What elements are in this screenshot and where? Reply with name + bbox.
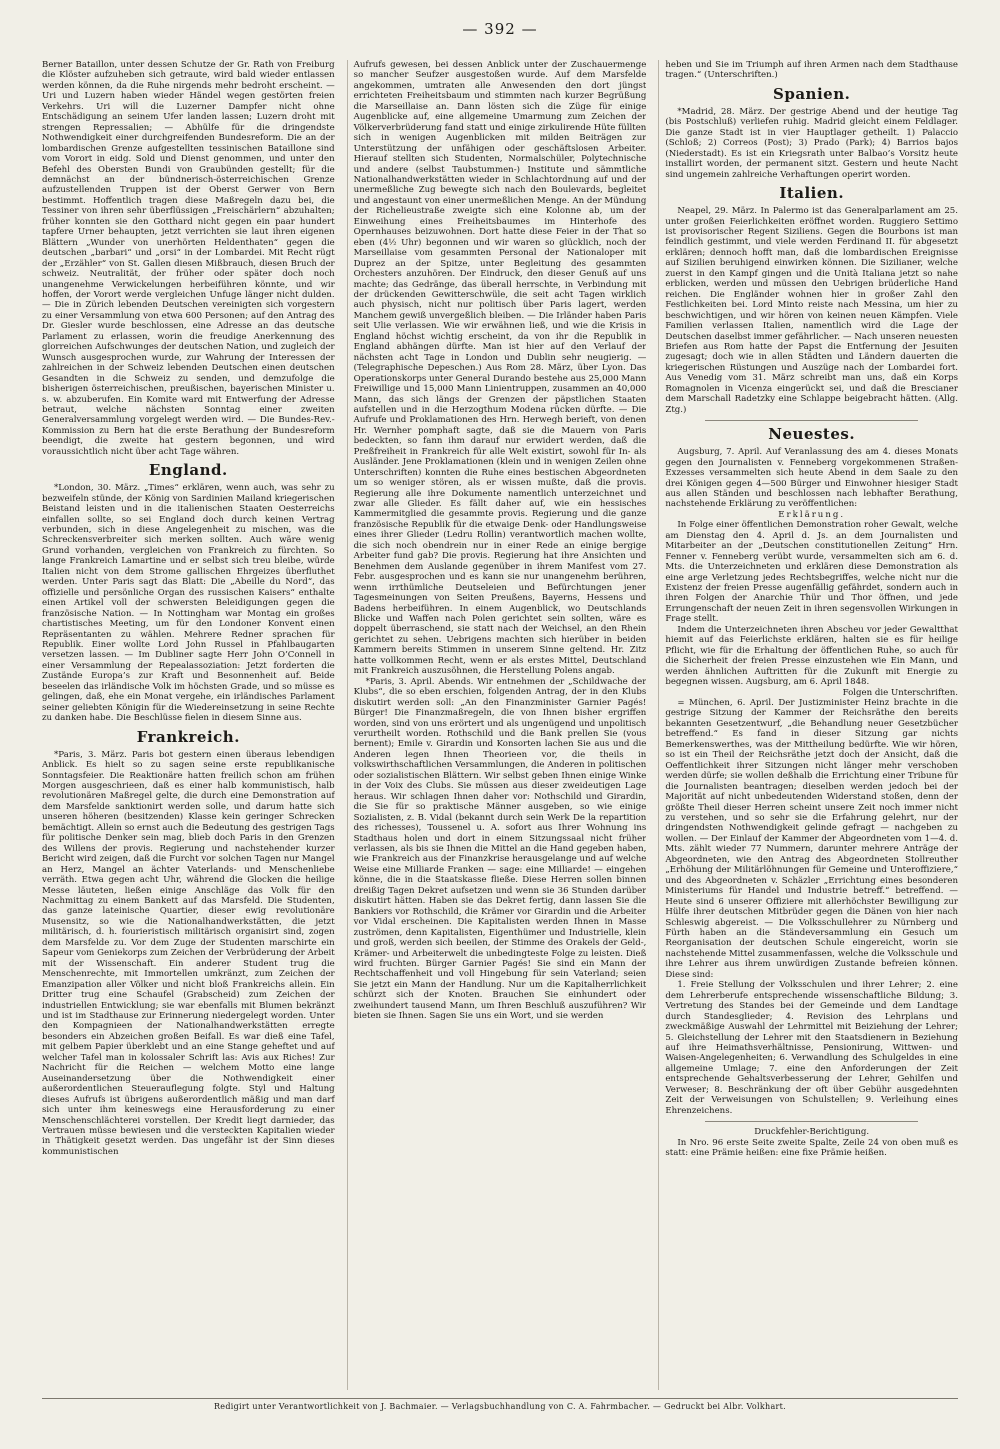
article-muenchen: = München, 6. April. Der Justizminister Heinz brachte in die gestrige Sitzung der Kammer der Reichsräthe den bereits bekannten Gesetzentwurf, „die Behandlung neuer Gesetzbücher betreffend.“ Es fand in dieser Sitzung gar nichts Bemerkenswerthes, was der Mittheilung bedürfte. Wie wir hören, so ist ein Theil der Reichsräthe jetzt doch der Ansicht, daß die Oeffentlichkeit ihrer Sitzungen nicht länger mehr verschoben werden dürfe; sie wollen deßhalb die Errichtung einer Tribune für die Journalisten beantragen; dieselben werden jedoch bei der Majorität auf nicht unbedeutenden Widerstand stoßen, denn der größte Theil dieser Herren scheint unsere Zeit noch immer nicht zu verstehen, und so sehr sie die Erfahrung gelehrt, nur der dringendsten Nothwendigkeit gelinde gefragt — nachgeben zu wollen. — Der Einlauf der Kammer der Abgeordneten vom 1—4. d. Mts. zählt wieder 77 Nummern, darunter mehrere Anträge der Abgeordneten, wie den Antrag des Abgeordneten Stollreuther „Erhöhung der Militärlöhnungen für Gemeine und Unteroffiziere,“ und des Abgeordneten v. Schäzler „Errichtung eines besonderen Ministeriums für Handel und Industrie betreff.“ betreffend. — Heute sind 6 unserer Offiziere mit allerhöchster Bewilligung zur Hülfe ihrer deutschen Mitbrüder gegen die Dänen von hier nach Schleswig abgereist. — Die Volksschullehrer zu Nürnberg und Fürth haben an die Ständeversammlung ein Gesuch um Reorganisation der deutschen Schule eingereicht, worin sie nachstehende Mittel zusammenfassen, welche die Volksschule und ihre Lehrer aus ihrem unwürdigen Zustande befreien können. Diese sind: [665,698,959,980]
column-2 [347,60,647,1390]
declaration-paragraph-2: Indem die Unterzeichneten ihren Abscheu vor jeder Gewaltthat hiemit auf das Feierlichste erklären, halten sie es für heilige Pflicht, wie für die Erhaltung der öffentlichen Ruhe, so auch für die Sicherheit der freien Presse einzustehen wie Ein Mann, und werden ähnlichen Auftritten für die Zukunft mit Energie zu begegnen wissen. Augsburg, am 6. April 1848. [665,624,959,688]
erratum-title: Druckfehler-Berichtigung. [754,1127,870,1138]
declaration-title: Erklärung. [778,509,846,520]
article-augsburg: Augsburg, 7. April. Auf Veranlassung des am 4. dieses Monats gegen den Journalisten v. Fenneberg vorgekommenen Straßen-Exzesses versammelten sich heute Abend in dem Saale zu den drei Königen gegen 4—500 Bürger und Einwohner hiesiger Stadt aus allen Ständen und beschlossen nach lebhafter Berathung, nachstehende Erklärung zu veröffentlichen: [665,447,959,510]
section-heading-england: England. [148,461,228,480]
article-switzerland-continued: Berner Bataillon, unter dessen Schutze der Gr. Rath von Freiburg die Klöster aufzuheben sich getraute, wird bald wieder entlassen werden können, da die Ruhe nirgends mehr bedroht erscheint. — Uri und Luzern haben wieder Händel wegen gestörten freien Verkehrs. Uri will die Luzerner Dampfer nicht ohne Entschädigung an seinem Ufer landen lassen; Luzern droht mit strengen Repressalien; — Abhülfe für die dringendste Nothwendigkeit einer durchgreifenden Bundesreform. Die an der lombardischen Grenze aufgestellten tessinischen Bataillone sind vom Vorort in eidg. Sold und Dienst genommen, und unter den Befehl des Obersten Bundi von Graubünden gestellt; für die demnächst an der bündnerisch-österreichischen Grenze aufzustellenden Truppen ist der Oberst Gerwer von Bern bestimmt. Hoffentlich tragen diese Maßregeln dazu bei, die Tessiner von ihren sehr überflüssigen „Freischärlern“ abzuhalten; früher konnten sie den Gotthard nicht gegen ein paar hundert tapfere Urner behaupten, jetzt verrichten sie laut ihren eigenen Blättern „Wunder von unerhörten Heldenthaten“ gegen die deutschen „barbari“ und „orsi“ in der Lombardei. Mit Recht rügt der „Erzähler“ von St. Gallen diesen Mißbrauch, diesen Bruch der schweiz. Neutralität, der früher oder später doch noch unangenehme Verwickelungen herbeiführen könnte, und wir hoffen, der Vorort werde vergleichen Unfuge länger nicht dulden. — Die in Zürich lebenden Deutschen vereinigten sich vorgestern zu einer Versammlung von etwa 600 Personen; auf den Antrag des Dr. Giesler wurde beschlossen, eine Adresse an das deutsche Parlament zu erlassen, worin die freudige Anerkennung des glorreichen Aufschwunges der deutschen Nation, und zugleich der Wunsch ausgesprochen wurde, zur Wahrung der Interessen der zahlreichen in der Schweiz lebenden Deutschen einen deutschen Gesandten in die Schweiz zu senden, und demzufolge die bisherigen österreichischen, preußischen, bayerischen Minister u. s. w. abzuberufen. Ein Komite ward mit Entwerfung der Adresse betraut, welche nächsten Sonntag einer zweiten Generalversammlung vorgelegt werden wird. — Die Bundes-Rev.-Kommission zu Bern hat die erste Berathung der Bundesreform beendigt, die zweite hat gestern begonnen, und wird voraussichtlich nicht über acht Tage währen. [42,60,335,457]
divider [705,420,918,421]
section-heading-neuestes: Neuestes. [768,425,856,444]
article-madrid: *Madrid, 28. März. Der gestrige Abend und der heutige Tag (bis Postschluß) verliefen ruhig. Madrid gleicht einem Feldlager. Die ganze Stadt ist in vier Hauptlager getheilt. 1) Palaccio (Schloß; 2) Correos (Post); 3) Prado (Park); 4) Barrios bajos (Niederstadt). Es ist ein Kriegsrath unter Balbao’s Vorsitz heute installirt worden, der permanent sitzt. Gestern und heute Nacht sind ungemein zahlreiche Verhaftungen operirt worden. [665,106,959,180]
school-demands-list: 1. Freie Stellung der Volksschulen und ihrer Lehrer; 2. eine dem Lehrerberufe entsprechende wissenschaftliche Bildung; 3. Vertretung des Standes bei der Gemeinde und dem Landtage durch Standesglieder; 4. Revision des Lehrplans und zweckmäßige Auswahl der Lehrmittel mit Beiziehung der Lehrer; 5. Gleichstellung der Lehrer mit den Staatsdienern in Beziehung auf ihre Heimathsverhältnisse, Pensionirung, Wittwen- und Waisen-Angelegenheiten; 6. Verwandlung des Schulgeldes in eine allgemeine Umlage; 7. eine den Anforderungen der Zeit entsprechende Gehaltsverbesserung der Lehrer, Gehilfen und Verweser; 8. Beschränkung der oft über Gebühr ausgedehnten Zeit der Verweisungen von Schulstellen; 9. Verleihung eines Ehrenzeichens. [665,980,959,1116]
imprint-footer: Redigirt unter Verantwortlichkeit von J. Bachmaier. — Verlagsbuchhandlung von C. A. Fahrmbacher. — Gedruckt bei Albr. Volkhart. [42,1398,958,1411]
divider [705,1121,918,1122]
article-neapel: Neapel, 29. März. In Palermo ist das Generalparlament am 25. unter großen Feierlichkeiten eröffnet worden. Ruggiero Settimo ist provisorischer Regent Siziliens. Gegen die Bourbons ist man feindlich gestimmt, und viele werden Ferdinand II. für abgesetzt erklären; dennoch hofft man, daß die lombardischen Ereignisse auf Sizilien beruhigend einwirken können. Die Sizilianer, welche zuerst in den Kampf gingen und die Unità Italiana jetzt so nahe erblicken, werden und müssen den Uebrigen brüderliche Hand reichen. Die Engländer wohnen hier in großer Zahl den Festlichkeiten bei. Lord Minto reiste nach Messina, um hier zu beschwichtigen, und wir hören von keinen neuen Kämpfen. Viele Familien verlassen Italien, namentlich wird die Lage der Deutschen daselbst immer gefährlicher. — Nach unseren neuesten Briefen aus Rom hatte der Papst die Entfernung der Jesuiten zugesagt; doch wie in allen Städten und Ländern dauerten die kriegerischen Rüstungen und Auszüge nach der Lombardei fort. Aus Venedig vom 31. März schreibt man uns, daß ein Korps Romagnolen in Vicenza eingerückt sei, und daß die Brescianer dem Marschall Radetzky eine Schlappe beigebracht hätten. (Allg. Ztg.) [665,206,959,415]
article-paris-1: *Paris, 3. März. Paris bot gestern einen überaus lebendigen Anblick. Es hielt so zu sagen seine erste republikanische Sonntagsfeier. Die Reaktionäre hatten freilich schon am frühen Morgen ausgeschrieen, daß es einer halb kommunistisch, halb revolutionären Maßregel gelte, die durch eine Demonstration auf dem Marsfelde sanktionirt werden solle, und darum hatte sich unseren höheren (besitzenden) Klasse kein geringer Schrecken bemächtigt. Allein so ernst auch die Bedeutung des gestrigen Tags für politische Denker sein mag, blieb doch Paris in den Grenzen des Willens der provis. Regierung und nachstehender kurzer Bericht wird zeigen, daß die Furcht vor solchen Tagen nur Mangel an Herz, Mangel an ächter Vaterlands- und Menschenliebe verräth. Etwa gegen acht Uhr, während die Glocken die heilige Messe läuteten, ließen einige Anschläge das Volk für den Nachmittag zu einem Bankett auf das Marsfeld. Die Studenten, das ganze lateinische Quartier, dieser ewig revolutionäre Musensitz, so wie die Nationalhandwerkstätten, die jetzt militärisch, d. h. fourieristisch militärisch organisirt sind, zogen dem Marsfelde zu. Vor dem Zuge der Studenten marschirte ein Sapeur vom Geniekorps zum Zeichen der Verbrüderung der Arbeit mit der Wissenschaft. Ein anderer Student trug die Menschenrechte, mit Immortellen umkränzt, zum Zeichen der Emanzipation aller Völker und nicht bloß Frankreichs allein. Ein Dritter trug eine Schaufel (Grabscheid) zum Zeichen der industriellen Entwicklung; sie war ebenfalls mit Blumen bekränzt und ist im Stadthause zur Erinnerung niedergelegt worden. Unter den Kompagnieen der Nationalhandwerkstätten erregte besonders ein Abzeichen großen Beifall. Es war dieß eine Tafel, mit gelbem Papier überklebt und an eine Stange geheftet und auf welcher Tafel man in kolossaler Schrift las: Avis aux Riches! Zur Nachricht für die Reichen — welchem Motto eine lange Auseinandersetzung über die Nothwendigkeit einer außerordentlichen Steuerauflegung folgte. Styl und Haltung dieses Aufrufs ist übrigens außerordentlich mäßig und man darf sich unter ihm keineswegs eine Herausforderung zu einer Menschenschlächterei vorstellen. Der Kredit liegt darnieder, das Vertrauen müsse bewiesen und die versteckten Kapitalien wieder in Thätigkeit gesetzt werden. Das ungefähr ist der Sinn dieses kommunistischen [42,749,335,1157]
declaration-paragraph-1: In Folge einer öffentlichen Demonstration roher Gewalt, welche am Dienstag den 4. April d. Js. an dem Journalisten und Mitarbeiter an der „Deutschen constitutionellen Zeitung“ Hrn. Fenner v. Fenneberg verübt wurde, versammelten sich am 6. d. Mts. die Unterzeichneten und erklären diese Demonstration als eine arge Verletzung jedes Rechtsbegriffes, welche nicht nur die Existenz der freien Presse augenfällig gefährdet, sondern auch in ihren Folgen der Anarchie Thür und Thor öffnen, und jede Errungenschaft der neuen Zeit in ihren segensvollen Wirkungen in Frage stellt. [665,520,959,625]
erratum-text: In Nro. 96 erste Seite zweite Spalte, Zeile 24 von oben muß es statt: eine Prämie heißen: eine fixe Prämie heißen. [665,1137,959,1159]
section-heading-spanien: Spanien. [773,84,851,103]
columns [42,60,958,1390]
section-heading-italien: Italien. [779,184,845,203]
article-paris-2: *Paris, 3. April. Abends. Wir entnehmen der „Schildwache der Klubs“, die so eben erschien, folgenden Antrag, der in den Klubs diskutirt werden soll: „An den Finanzminister Garnier Pagés! Bürger! Die Finanzmaßregeln, die von Ihnen bisher ergriffen worden, sind von uns erörtert und als ungenügend und unpolitisch verurtheilt worden. Rothschild und die Bank prellen Sie (vous bernent); Emile v. Girardin und Konsorten lachen Sie aus und die Anderen legen Ihnen Theorieen vor, die theils in volkswirthschaftlichen Versammlungen, die Anderen in politischen oder sozialistischen Blättern. Wir selbst geben Ihnen einige Winke in der Voix des Clubs. Sie müssen aus dieser zweideutigen Lage heraus. Wir schlagen Ihnen daher vor: Nothschild und Girardin, die Sie für so praktische Männer ausgeben, so wie einige Sozialisten, z. B. Vidal (bekannt durch sein Werk De la repartition des richesses), Toussenel u. A. sofort aus Ihrer Wohnung ins Stadthaus holen und dort in einem Sitzungssaal nicht früher verlassen, als bis sie Ihnen die Mittel an die Hand gegeben haben, wie Frankreich aus der Finanzkrise herausgelange und auf welche Weise eine Milliarde Franken — sage: eine Milliarde! — eingehen könne, die in die Staatskasse fließe. Diese Herren sollen binnen dreißig Tagen Dekret aufsetzen und wenn sie 36 Stunden darüber diskutirt hätten. Haben sie das Dekret fertig, dann lassen Sie die Bankiers vor Rothschild, die Krämer vor Girardin und die Arbeiter vor Vidal erscheinen. Die Kapitalisten werden Ihnen in Masse zuströmen, denn Kapitalisten, Eigenthümer und Industrielle, klein und groß, werden sich beeilen, der Stimme des Orakels der Geld-, Krämer- und Arbeiterwelt die unbedingteste Folge zu leisten. Dieß wird fruchten. Bürger Garnier Pagés! Sie sind ein Mann der Rechtschaffenheit und voll Hingebung für sein Vaterland; seien Sie jetzt ein Mann der Handlung. Nur um die Kapitalherrlichkeit schürzt sich der Knoten. Brauchen Sie einhundert oder zweihundert tausend Mann, um Ihren Beschluß auszuführen? Wir bieten sie Ihnen. Sagen Sie uns ein Wort, und sie werden [353,676,647,1022]
article-london: *London, 30. März. „Times“ erklären, wenn auch, was sehr zu bezweifeln stünde, der König von Sardinien Mailand kriegerischen Beistand leisten und in die italienischen Staaten Oesterreichs einfallen sollte, so sei England doch durch keinen Vertrag verbunden, sich in diese Angelegenheit zu mischen, was die Schreckensverbreiter sich merken sollten. Auch wäre wenig Grund vorhanden, vergleichen von Frankreich zu fürchten. So lange Frankreich Lamartine und er selbst sich treu bleibe, würde Italien nicht von dem Strome gallischen Ehrgeizes überfluthet werden. Unter Paris sagt das Blatt: Die „Abeille du Nord“, das offizielle und persönliche Organ des russischen Kaisers“ enthalte einen Artikel voll der schwersten Beleidigungen gegen die französische Nation. — In Nottingham war Montag ein großes chartistisches Meeting, um für den Londoner Konvent einen Repräsentanten zu wählen. Mehrere Redner sprachen für Republik. Einer wollte Lord John Russel in Pfahlbaugarten versetzen lassen. — Im Dubliner sagte Herr John O’Connell in einer Versammlung der Repealassoziation: Jetzt forderten die Zustände Europa’s zur Kraft und Besonnenheit auf. Beide beseelen das irländische Volk im höchsten Grade, und so müsse es gelingen, daß, ehe ein Monat vergehe, ein irländisches Parlament seiner geliebten Königin für die Wiedereinsetzung in seine Rechte zu danken habe. Die Beschlüsse fielen in diesem Sinne aus. [42,483,335,724]
declaration-signature: Folgen die Unterschriften. [842,687,959,698]
section-heading-frankreich: Frankreich. [136,727,240,746]
column-1 [42,60,335,1390]
page-number: — 392 — [462,20,538,38]
column-3 [658,60,958,1390]
article-paris-2-continued: heben und Sie im Triumph auf ihren Armen nach dem Stadthause tragen.“ (Unterschriften.) [665,60,959,81]
article-paris-1-continued: Aufrufs gewesen, bei dessen Anblick unter der Zuschauermenge so mancher Seufzer ausgestoßen wurde. Auf dem Marsfelde angekommen, umtraten alle Anwesenden den dort jüngst errichteten Freiheitsbaum und stimmten nach kurzer Begrüßung die Marseillaise an. Dann lösten sich die Züge für einige Augenblicke auf, eine allgemeine Umarmung zum Zeichen der Völkerverbrüderung fand statt und einige zirkulirende Hüte füllten sich in wenigen Augenblicken mit milden Beiträgen zur Unterstützung der unfähigen oder geschäftslosen Arbeiter. Hierauf stellten sich Studenten, Normalschüler, Polytechnische und andere (selbst Taubstummen-) Institute und sämmtliche Nationalhandwerkstätten wieder in Schlachtordnung auf und der unermeßliche Zug bewegte sich nach den Boulevards, begleitet und angestaunt von einer unermeßlichen Menge. An der Mündung der Richelieustraße zweigte sich eine Kolonne ab, um der Einweihung eines Freiheitsbaumes im Hinterhofe des Opernhauses beizuwohnen. Dort hatte diese Feier in der That so eben (4½ Uhr) begonnen und wir waren so glücklich, noch der Marseillaise vom gesammten Personal der Nationaloper mit Duprez an der Spitze, unter Begleitung des gesammten Orchesters anzuhören. Der Eindruck, den dieser Genuß auf uns machte; das Gedränge, das überall herrschte, in Verbindung mit der drückenden Gewitterschwüle, die seit acht Tagen wirklich auch physisch, nicht nur politisch über Paris lagert, werden Manchem gewiß unvergeßlich bleiben. — Die Irländer haben Paris seit Ulie verlassen. Wie wir erwähnen ließ, und wie die Krisis in England höchst wichtig erscheint, da von ihr die Republik in England abhängen dürfte. Man ist hier auf den Verlauf der nächsten acht Tage in London und Dublin sehr neugierig. — (Telegraphische Depeschen.) Aus Rom 28. März, über Lyon. Das Operationskorps unter General Durando bestehe aus 25,000 Mann Freiwillige und 15,000 Mann Linientruppen, zusammen an 40,000 Mann, das sich längs der Grenzen der päpstlichen Staaten aufstellen und in die Herzogthum Modena rücken dürfte. — Die Aufrufe und Proklamationen des Hrn. Herwegh berieft, von denen Hr. Wernher pomphaft sagte, daß sie die Mauern von Paris bedeckten, so fann ihm darauf nur erwidert werden, daß die Preßfreiheit in Frankreich für alle Welt existirt, sowohl für In- als Ausländer. Jene Proklamationen (klein und in wenigen Zeilen ohne Unterschriften) konnten die Ruhe eines bestischen Abgeordneten um so weniger stören, als er wissen mußte, daß die provis. Regierung alle ihre Dokumente namentlich unterzeichnet und zwar alle Glieder. Es fällt daher auf, wie ein hessisches Kammermitglied die gesammte provis. Regierung und die ganze französische Republik für die etwaige Denk- oder Handlungsweise eines ihrer Glieder (Ledru Rollin) verantwortlich machen wollte, die sich noch obendrein nur in einer Rede an einige bergige Arbeiter fund gab? Die provis. Regierung hat ihre Ansichten und Benehmen dem Auslande gegenüber in ihrem Manifest vom 27. Febr. ausgesprochen und es kann sie nur unangenehm berühren, wenn irrthümliche Deutseleien und Befürchtungen jener Tagesmeinungen von Seiten Preußens, Bayerns, Hessens und Badens herbeiführen. In einem Augenblick, wo Deutschlands Blicke und Waffen nach Polen gerichtet sein sollten, wäre es doppelt überraschend, sie statt nach der Weichsel, an den Rhein gerichtet zu sehen. Uebrigens machten sich hierüber in beiden Kammern bereits Stimmen in unserem Sinne geltend. Hr. Zitz hatte vollkommen Recht, wenn er als erstes Mittel, Deutschland mit Frankreich auszusöhnen, die Herstellung Polens angab. [353,60,647,677]
